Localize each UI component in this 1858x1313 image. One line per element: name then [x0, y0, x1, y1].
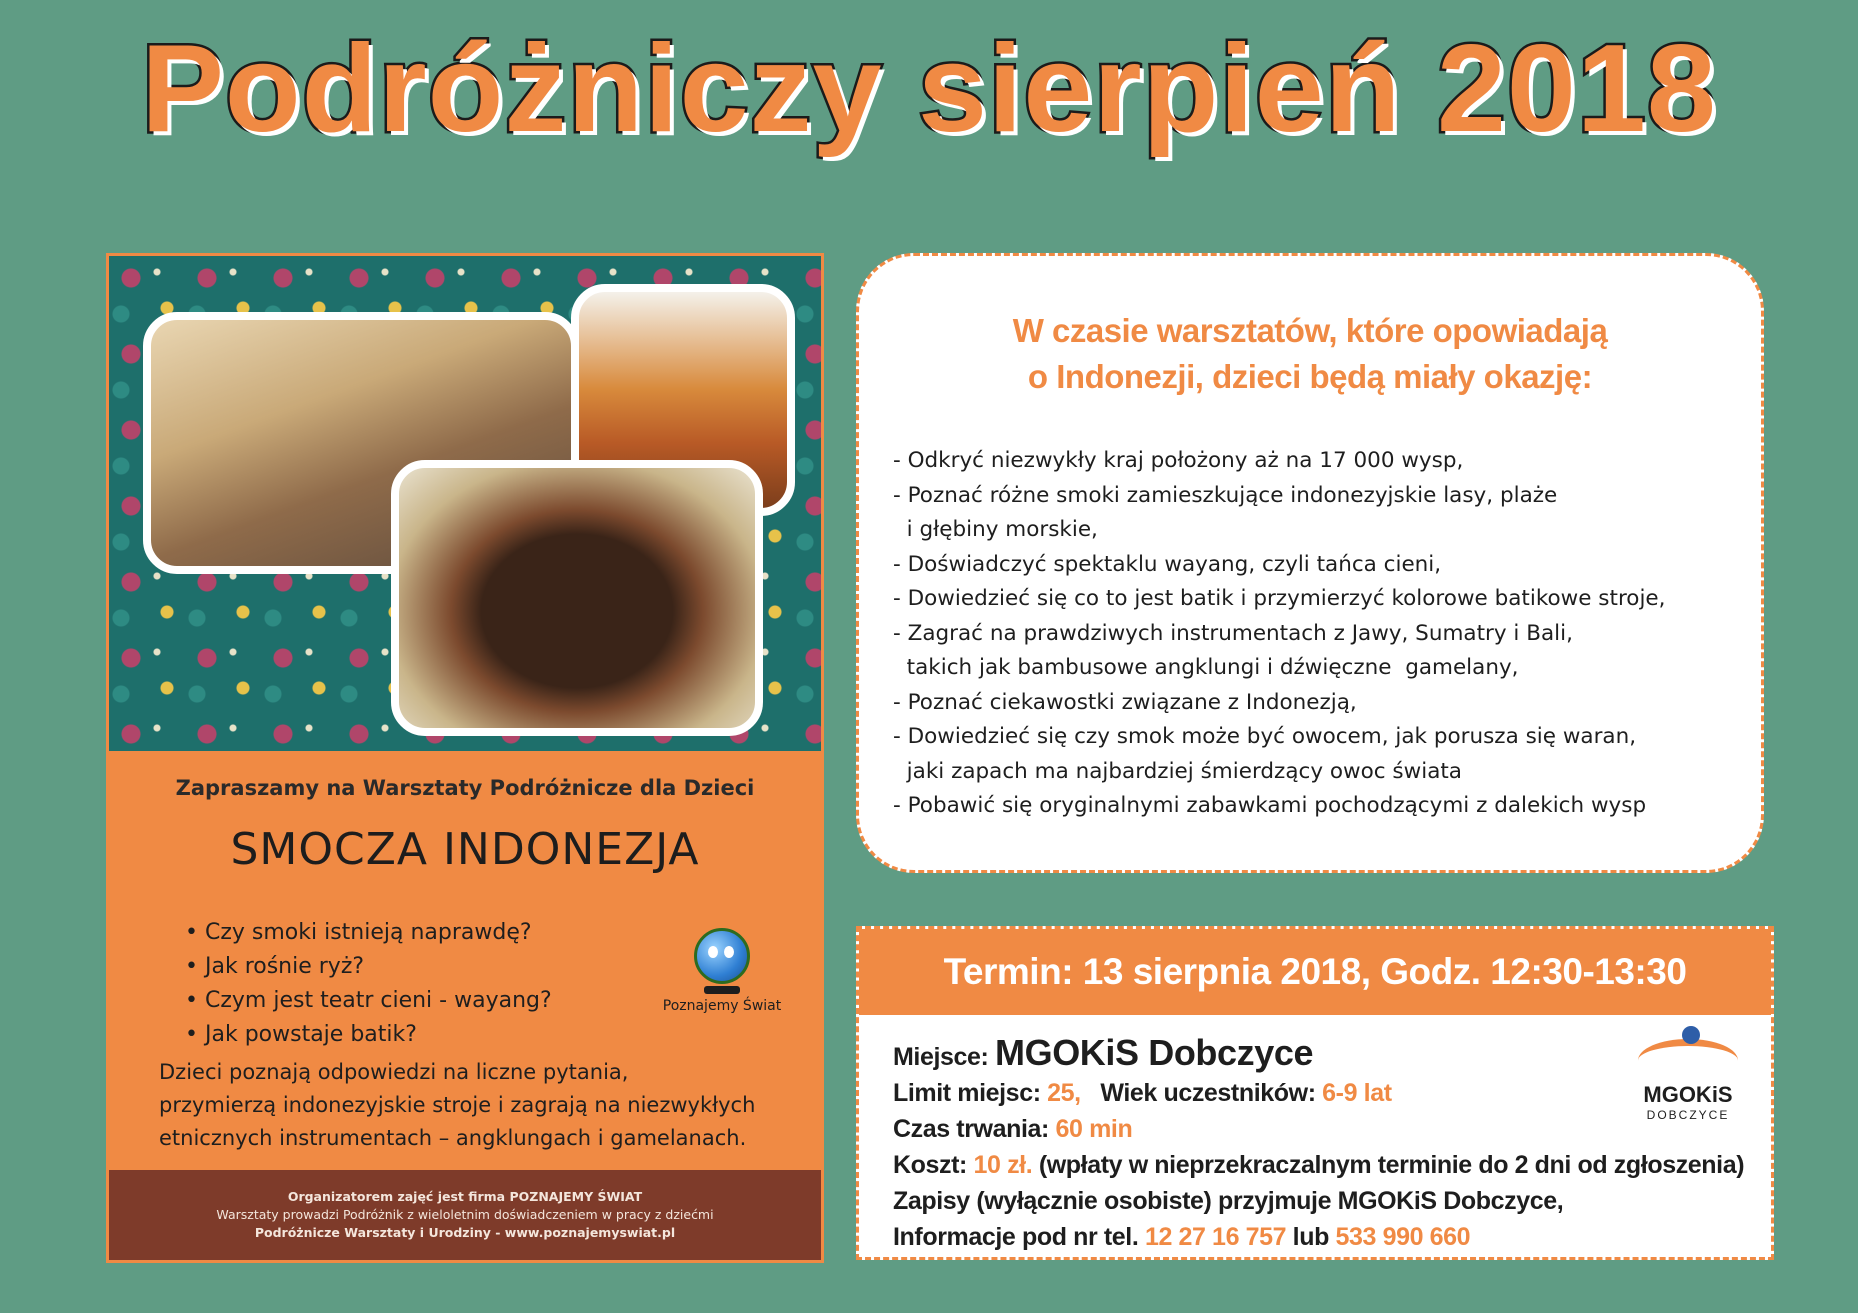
logo-subtitle: DOBCZYCE — [1646, 1108, 1730, 1122]
phone-or: lub — [1292, 1223, 1329, 1251]
answers-paragraph — [159, 1056, 799, 1155]
list-item: - Poznać różne smoki zamieszkujące indonezyjskie lasy, plaże — [893, 482, 1558, 508]
answers-line: etnicznych instrumentach – angklungach i gamelanach. — [159, 1126, 747, 1150]
list-item: - Doświadczyć spektaklu wayang, czyli tańca cieni, — [893, 551, 1442, 577]
age-value: 6-9 lat — [1322, 1079, 1392, 1107]
page-title: Podróżniczy sierpień 2018 — [141, 20, 1717, 158]
cost-note: (wpłaty w nieprzekraczalnym terminie do 2 dni od zgłoszenia) — [1038, 1151, 1745, 1179]
heading-line: W czasie warsztatów, które opowiadają — [1012, 312, 1608, 349]
list-item: - Zagrać na prawdziwych instrumentach z Jawy, Sumatry i Bali, — [893, 620, 1573, 646]
cost-value: 10 zł. — [973, 1151, 1033, 1179]
list-item: i głębiny morskie, — [893, 517, 1098, 542]
invite-text: Zapraszamy na Warsztaty Podróżnicze dla Dzieci — [175, 776, 755, 800]
list-item: - Poznać ciekawostki związane z Indonezją, — [893, 689, 1357, 715]
logo-text: Poznajemy Świat — [662, 998, 782, 1014]
list-item: • Czym jest teatr cieni - wayang? — [185, 984, 552, 1018]
event-term: Termin: 13 sierpnia 2018, Godz. 12:30-13:30 — [859, 929, 1771, 1015]
organizer-line: Organizatorem zajęć jest firma POZNAJEMY ŚWIAT — [287, 1189, 643, 1204]
organizer-line: Warsztaty prowadzi Podróżnik z wieloletnim doświadczeniem w pracy z dziećmi — [216, 1207, 714, 1222]
cost-label: Koszt: — [893, 1151, 967, 1179]
phone-label: Informacje pod nr tel. — [893, 1223, 1139, 1251]
limit-label: Limit miejsc: — [893, 1079, 1041, 1107]
activities-box — [856, 253, 1764, 873]
heading-line: o Indonezji, dzieci będą miały okazję: — [1027, 358, 1593, 395]
answers-line: Dzieci poznają odpowiedzi na liczne pytania, — [159, 1060, 629, 1084]
age-label: Wiek uczestników: — [1100, 1079, 1316, 1107]
list-item: • Jak rośnie ryż? — [185, 950, 552, 984]
duration-value: 60 min — [1055, 1115, 1133, 1143]
signup-text: Zapisy (wyłącznie osobiste) przyjmuje MGOKiS Dobczyce, — [893, 1187, 1564, 1215]
list-item: • Czy smoki istnieją naprawdę? — [185, 916, 552, 950]
workshop-title: SMOCZA INDONEZJA — [230, 824, 700, 875]
photo-batik-mask — [391, 460, 763, 736]
phone-number-2: 533 990 660 — [1335, 1223, 1471, 1251]
poznajemy-swiat-logo — [657, 928, 787, 1014]
activities-list — [893, 444, 1666, 824]
list-item: - Dowiedzieć się czy smok może być owocem, jak porusza się waran, — [893, 724, 1637, 749]
activities-heading — [859, 308, 1761, 400]
list-item: • Jak powstaje batik? — [185, 1018, 552, 1052]
list-item: takich jak bambusowe angklungi i dźwięczne gamelany, — [893, 655, 1519, 680]
answers-line: przymierzą indonezyjskie stroje i zagrają na niezwykłych — [159, 1093, 756, 1117]
organizer-band — [109, 1170, 821, 1263]
limit-value: 25, — [1047, 1079, 1081, 1107]
mgokis-logo — [1633, 1039, 1743, 1122]
event-details-box — [856, 926, 1774, 1260]
question-list — [185, 916, 552, 1052]
logo-name: MGOKiS — [1643, 1082, 1733, 1107]
place-label: Miejsce: — [893, 1043, 989, 1071]
organizer-website: Podróżnicze Warsztaty i Urodziny - www.poznajemyswiat.pl — [254, 1225, 676, 1240]
place-value: MGOKiS Dobczyce — [995, 1032, 1314, 1073]
workshop-poster — [106, 253, 824, 1263]
duration-label: Czas trwania: — [893, 1115, 1049, 1143]
list-item: - Pobawić się oryginalnymi zabawkami pochodzącymi z dalekich wysp — [893, 793, 1647, 818]
list-item: - Odkryć niezwykły kraj położony aż na 17 000 wysp, — [893, 448, 1464, 473]
arc-icon — [1638, 1039, 1738, 1082]
globe-icon — [694, 928, 750, 984]
list-item: - Dowiedzieć się co to jest batik i przymierzyć kolorowe batikowe stroje, — [893, 586, 1666, 611]
list-item: jaki zapach ma najbardziej śmierdzący owoc świata — [893, 758, 1462, 784]
event-details — [893, 1032, 1753, 1255]
phone-number-1: 12 27 16 757 — [1144, 1223, 1287, 1251]
